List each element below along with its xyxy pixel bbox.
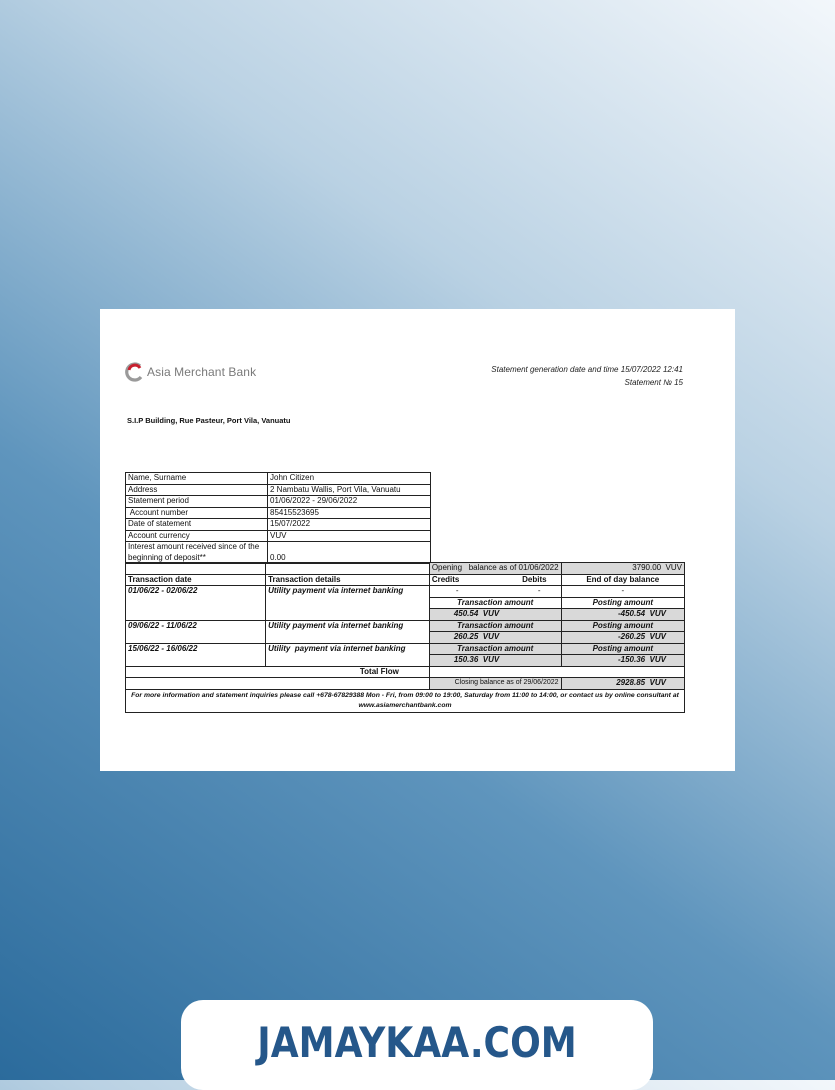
statement-header-info: [491, 364, 683, 389]
table-row: [126, 484, 431, 496]
opening-balance-value: 3790.00 VUV: [561, 563, 684, 575]
bank-address: S.I.P Building, Rue Pasteur, Port Vila, Vanuatu: [127, 416, 291, 425]
header-transaction-details: Transaction details: [266, 574, 430, 586]
info-label: Interest amount received since of the beginning of deposit**: [126, 542, 268, 564]
client-info-table: [125, 472, 431, 564]
table-row: [126, 643, 685, 655]
info-value: John Citizen: [268, 473, 431, 485]
opening-balance-row: [126, 563, 685, 575]
header-credits: Credits: [431, 574, 460, 584]
bank-logo: [124, 362, 256, 382]
posting-amount-label: Posting amount: [561, 597, 684, 609]
debits-dash: -: [537, 586, 541, 595]
transaction-amount: 150.36 VUV: [429, 655, 561, 667]
transaction-amount-label: Transaction amount: [429, 620, 561, 632]
posting-amount-label: Posting amount: [561, 643, 684, 655]
table-row: [126, 507, 431, 519]
closing-balance-value: 2928.85 VUV: [561, 678, 684, 690]
header-debits: Debits: [522, 574, 547, 584]
transaction-date: 09/06/22 - 11/06/22: [126, 620, 266, 643]
transaction-details: Utility payment via internet banking: [266, 586, 430, 621]
bank-name: Asia Merchant Bank: [147, 365, 257, 379]
info-label: Statement period: [126, 496, 268, 508]
posting-amount: -150.36 VUV: [561, 655, 684, 667]
watermark-text: JAMAYKAA.COM: [257, 1018, 577, 1067]
bank-logo-icon: [124, 362, 144, 382]
info-value: 01/06/2022 - 29/06/2022: [268, 496, 431, 508]
total-flow-row: [126, 666, 685, 678]
statement-number: Statement № 15: [624, 377, 683, 387]
table-row: [126, 542, 431, 564]
header-end-balance: End of day balance: [561, 574, 684, 586]
table-row: [126, 473, 431, 485]
transaction-amount-label: Transaction amount: [429, 643, 561, 655]
table-row: [126, 620, 685, 632]
table-header-row: [126, 574, 685, 586]
closing-balance-row: [126, 678, 685, 690]
table-row: [126, 530, 431, 542]
posting-amount-label: Posting amount: [561, 620, 684, 632]
transaction-date: 15/06/22 - 16/06/22: [126, 643, 266, 666]
transactions-table: [125, 562, 685, 713]
table-row: [126, 586, 685, 598]
info-value: 85415523695: [268, 507, 431, 519]
transaction-details: Utility payment via internet banking: [266, 620, 430, 643]
info-label: Account currency: [126, 530, 268, 542]
info-label: Account number: [126, 507, 268, 519]
info-value: VUV: [268, 530, 431, 542]
transaction-date: 01/06/22 - 02/06/22: [126, 586, 266, 621]
info-value: 0.00: [268, 542, 431, 564]
bank-statement-document: [100, 309, 735, 771]
closing-balance-label: Closing balance as of 29/06/2022: [429, 678, 561, 690]
credits-dash: -: [455, 586, 459, 595]
transaction-details: Utility payment via internet banking: [266, 643, 430, 666]
info-label: Name, Surname: [126, 473, 268, 485]
footer-row: [126, 689, 685, 712]
opening-balance-label: Opening balance as of 01/06/2022: [429, 563, 561, 575]
transaction-amount: 260.25 VUV: [429, 632, 561, 644]
watermark-banner: [181, 1000, 653, 1090]
posting-amount: -450.54 VUV: [561, 609, 684, 621]
info-label: Address: [126, 484, 268, 496]
info-label: Date of statement: [126, 519, 268, 531]
header-transaction-date: Transaction date: [126, 574, 266, 586]
transaction-amount: 450.54 VUV: [429, 609, 561, 621]
info-value: 2 Nambatu Wallis, Port Vila, Vanuatu: [268, 484, 431, 496]
info-value: 15/07/2022: [268, 519, 431, 531]
statement-generation-date: Statement generation date and time 15/07/2022 12:41: [491, 365, 683, 374]
table-row: [126, 519, 431, 531]
transaction-amount-label: Transaction amount: [429, 597, 561, 609]
statement-footer-note: For more information and statement inquiries please call +678-67829388 Mon - Fri, from 09:00 to 19:00, Saturday from 11:00 to 14:00, or contact us by online consultant at www.asiamerchantbank.com: [126, 689, 685, 712]
posting-amount: -260.25 VUV: [561, 632, 684, 644]
table-row: [126, 496, 431, 508]
total-flow-label: Total Flow: [126, 666, 430, 678]
end-balance-dash: -: [561, 586, 684, 598]
